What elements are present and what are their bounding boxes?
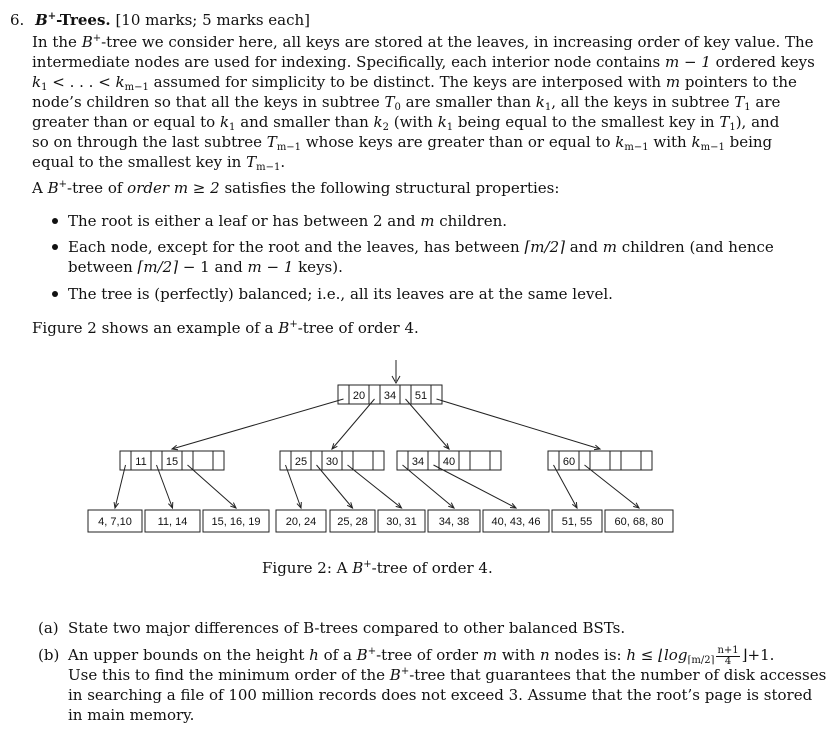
bullet-1: The root is either a leaf or has between 2 and m children. bbox=[68, 212, 508, 230]
internal-child-pointer bbox=[585, 465, 640, 508]
root-child-pointer bbox=[437, 399, 601, 449]
internal-node-key-label: 25 bbox=[294, 456, 308, 468]
bullet-dot bbox=[52, 244, 58, 250]
root-node-pointer-cell bbox=[369, 385, 380, 404]
internal-node-pointer-cell bbox=[373, 451, 384, 470]
bullet-dot bbox=[52, 218, 58, 224]
question-marks: [10 marks; 5 marks each] bbox=[115, 11, 311, 29]
internal-node-pointer-cell bbox=[311, 451, 322, 470]
question-header bbox=[10, 10, 310, 30]
internal-node-pointer-cell bbox=[610, 451, 621, 470]
part-a-label: (a) bbox=[38, 619, 59, 637]
internal-node-key-label: 15 bbox=[165, 456, 179, 468]
part-b-label: (b) bbox=[38, 646, 60, 664]
root-node-key-label: 51 bbox=[414, 390, 428, 402]
part-b-line-2: Use this to find the minimum order of the B+-tree that guarantees that the number of disk accesses bbox=[68, 666, 826, 684]
btree-diagram bbox=[0, 355, 792, 545]
internal-node-key-label: 11 bbox=[135, 456, 147, 468]
leaf-node-label: 34, 38 bbox=[438, 516, 470, 528]
internal-node-key-label: 60 bbox=[562, 456, 576, 468]
internal-node-key-cell bbox=[353, 451, 373, 470]
internal-node-key-label: 34 bbox=[411, 456, 425, 468]
internal-child-pointer bbox=[286, 465, 302, 508]
leaf-node-label: 15, 16, 19 bbox=[211, 516, 261, 528]
internal-node-key-label: 30 bbox=[325, 456, 339, 468]
paragraph-1-line-1: In the B+-tree we consider here, all keys are stored at the leaves, in increasing order of key value. The bbox=[32, 33, 814, 51]
internal-node-pointer-cell bbox=[213, 451, 224, 470]
internal-node-key-cell bbox=[590, 451, 610, 470]
internal-node-pointer-cell bbox=[280, 451, 291, 470]
internal-node-pointer-cell bbox=[151, 451, 162, 470]
paragraph-1-line-4: node’s children so that all the keys in subtree $T_0$ are smaller than $k_1$, all the keys in subtree $T_1$ are bbox=[32, 93, 781, 113]
part-b-line-1: An upper bounds on the height h of a B+-tree of order m with n nodes is: $h \le ⌊\log_{⌈m/2⌉}$ $\frac{n+1}{4}$ ⌋+1. bbox=[68, 645, 775, 667]
internal-node-key-cell bbox=[470, 451, 490, 470]
fraction: $\frac{n+1}{4}$ bbox=[717, 645, 739, 667]
bullet-3: The tree is (perfectly) balanced; i.e., all its leaves are at the same level. bbox=[68, 285, 613, 303]
leaf-node-label: 25, 28 bbox=[337, 516, 368, 528]
paragraph-2: A B+-tree of order m ≥ 2 satisfies the following structural properties: bbox=[32, 179, 560, 197]
paragraph-1-line-5: greater than or equal to $k_1$ and smaller than $k_2$ (with $k_1$ being equal to the smallest key in $T_1$), and bbox=[32, 113, 780, 133]
figure-caption: Figure 2: A B+-tree of order 4. bbox=[262, 559, 493, 577]
internal-node-pointer-cell bbox=[490, 451, 501, 470]
root-child-pointer bbox=[172, 399, 344, 449]
paragraph-1-line-6: so on through the last subtree $T_{m-1}$ whose keys are greater than or equal to $k_{m-1}$ with $k_{m-1}$ being bbox=[32, 133, 773, 153]
internal-child-pointer bbox=[317, 465, 353, 508]
internal-node-pointer-cell bbox=[548, 451, 559, 470]
internal-node-pointer-cell bbox=[397, 451, 408, 470]
bullet-2-line-2: between ⌈m/2⌉ − 1 and m − 1 keys). bbox=[68, 258, 343, 276]
root-child-pointer bbox=[332, 399, 375, 449]
leaf-node-label: 30, 31 bbox=[386, 516, 417, 528]
internal-node-key-cell bbox=[621, 451, 641, 470]
root-node-pointer-cell bbox=[431, 385, 442, 404]
leaf-node-label: 51, 55 bbox=[561, 516, 593, 528]
part-a-text: State two major differences of B-trees compared to other balanced BSTs. bbox=[68, 619, 626, 637]
root-node-key-label: 34 bbox=[383, 390, 397, 402]
part-b-line-3: in searching a file of 100 million records does not exceed 3. Assume that the root’s page is stored bbox=[68, 686, 813, 704]
internal-node-key-label: 40 bbox=[442, 456, 456, 468]
question-number: 6. bbox=[10, 11, 25, 29]
figure-intro: Figure 2 shows an example of a B+-tree of order 4. bbox=[32, 319, 419, 337]
internal-child-pointer bbox=[348, 465, 402, 508]
root-node-pointer-cell bbox=[338, 385, 349, 404]
part-b-line-4: in main memory. bbox=[68, 706, 195, 724]
internal-node-pointer-cell bbox=[579, 451, 590, 470]
internal-child-pointer bbox=[157, 465, 173, 508]
internal-node-pointer-cell bbox=[459, 451, 470, 470]
internal-child-pointer bbox=[115, 465, 126, 508]
leaf-node-label: 4, 7,10 bbox=[98, 516, 132, 528]
paragraph-1-line-3: $k_1$ < . . . < $k_{m-1}$ assumed for simplicity to be distinct. The keys are interposed with m pointers to the bbox=[32, 73, 797, 93]
leaf-node-label: 11, 14 bbox=[157, 516, 188, 528]
paragraph-1-line-7: equal to the smallest key in $T_{m-1}$. bbox=[32, 153, 286, 173]
internal-child-pointer bbox=[554, 465, 578, 508]
internal-node-pointer-cell bbox=[182, 451, 193, 470]
internal-node-pointer-cell bbox=[342, 451, 353, 470]
root-node-key-label: 20 bbox=[352, 390, 366, 402]
internal-node-pointer-cell bbox=[641, 451, 652, 470]
bullet-dot bbox=[52, 291, 58, 297]
leaf-node-label: 60, 68, 80 bbox=[614, 516, 664, 528]
paragraph-1-line-2: intermediate nodes are used for indexing. Specifically, each interior node contains m − 1 ordered keys bbox=[32, 53, 815, 71]
root-node-pointer-cell bbox=[400, 385, 411, 404]
root-child-pointer bbox=[406, 399, 450, 449]
internal-node-pointer-cell bbox=[120, 451, 131, 470]
internal-node-key-cell bbox=[193, 451, 213, 470]
leaf-node-label: 40, 43, 46 bbox=[491, 516, 541, 528]
bullet-2-line-1: Each node, except for the root and the leaves, has between ⌈m/2⌉ and m children (and hence bbox=[68, 238, 774, 256]
internal-child-pointer bbox=[188, 465, 237, 508]
question-title: B+-Trees. bbox=[35, 11, 111, 29]
leaf-node-label: 20, 24 bbox=[285, 516, 317, 528]
